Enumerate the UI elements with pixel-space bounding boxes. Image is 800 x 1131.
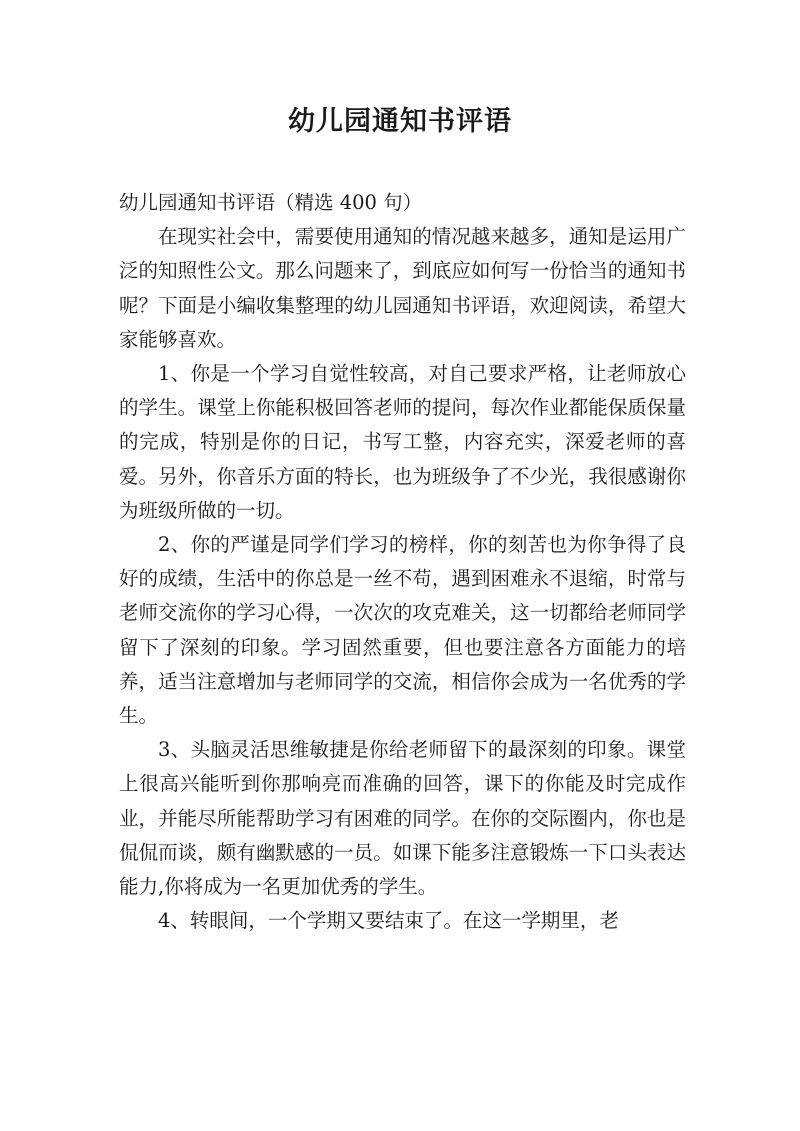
comment-paragraph-3: 3、头脑灵活思维敏捷是你给老师留下的最深刻的印象。课堂上很高兴能听到你那响亮而准确的回答，课下的你能及时完成作业，并能尽所能帮助学习有困难的同学。在你的交际圈内，你也是侃侃而谈，颇有幽默感的一员。如课下能多注意锻炼一下口头表达能力,你将成为一名更加优秀的学生。	[119, 738, 686, 899]
document-body	[119, 186, 686, 938]
document-subtitle: 幼儿园通知书评语（精选 400 句）	[119, 191, 423, 214]
comment-paragraph-4: 4、转眼间，一个学期又要结束了。在这一学期里，老	[158, 909, 619, 933]
document-title: 幼儿园通知书评语	[288, 106, 512, 137]
intro-paragraph: 在现实社会中，需要使用通知的情况越来越多，通知是运用广泛的知照性公文。那么问题来了，到底应如何写一份恰当的通知书呢？下面是小编收集整理的幼儿园通知书评语，欢迎阅读，希望大家能够喜欢。	[119, 225, 686, 351]
comment-paragraph-2: 2、你的严谨是同学们学习的榜样，你的刻苦也为你争得了良好的成绩，生活中的你总是一丝不苟，遇到困难永不退缩，时常与老师交流你的学习心得，一次次的攻克难关，这一切都给老师同学留下了深刻的印象。学习固然重要，但也要注意各方面能力的培养，适当注意增加与老师同学的交流，相信你会成为一名优秀的学生。	[119, 533, 686, 728]
comment-paragraph-1: 1、你是一个学习自觉性较高，对自己要求严格，让老师放心的学生。课堂上你能积极回答老师的提问，每次作业都能保质保量的完成，特别是你的日记，书写工整，内容充实，深爱老师的喜爱。另外，你音乐方面的特长，也为班级争了不少光，我很感谢你为班级所做的一切。	[119, 362, 686, 522]
